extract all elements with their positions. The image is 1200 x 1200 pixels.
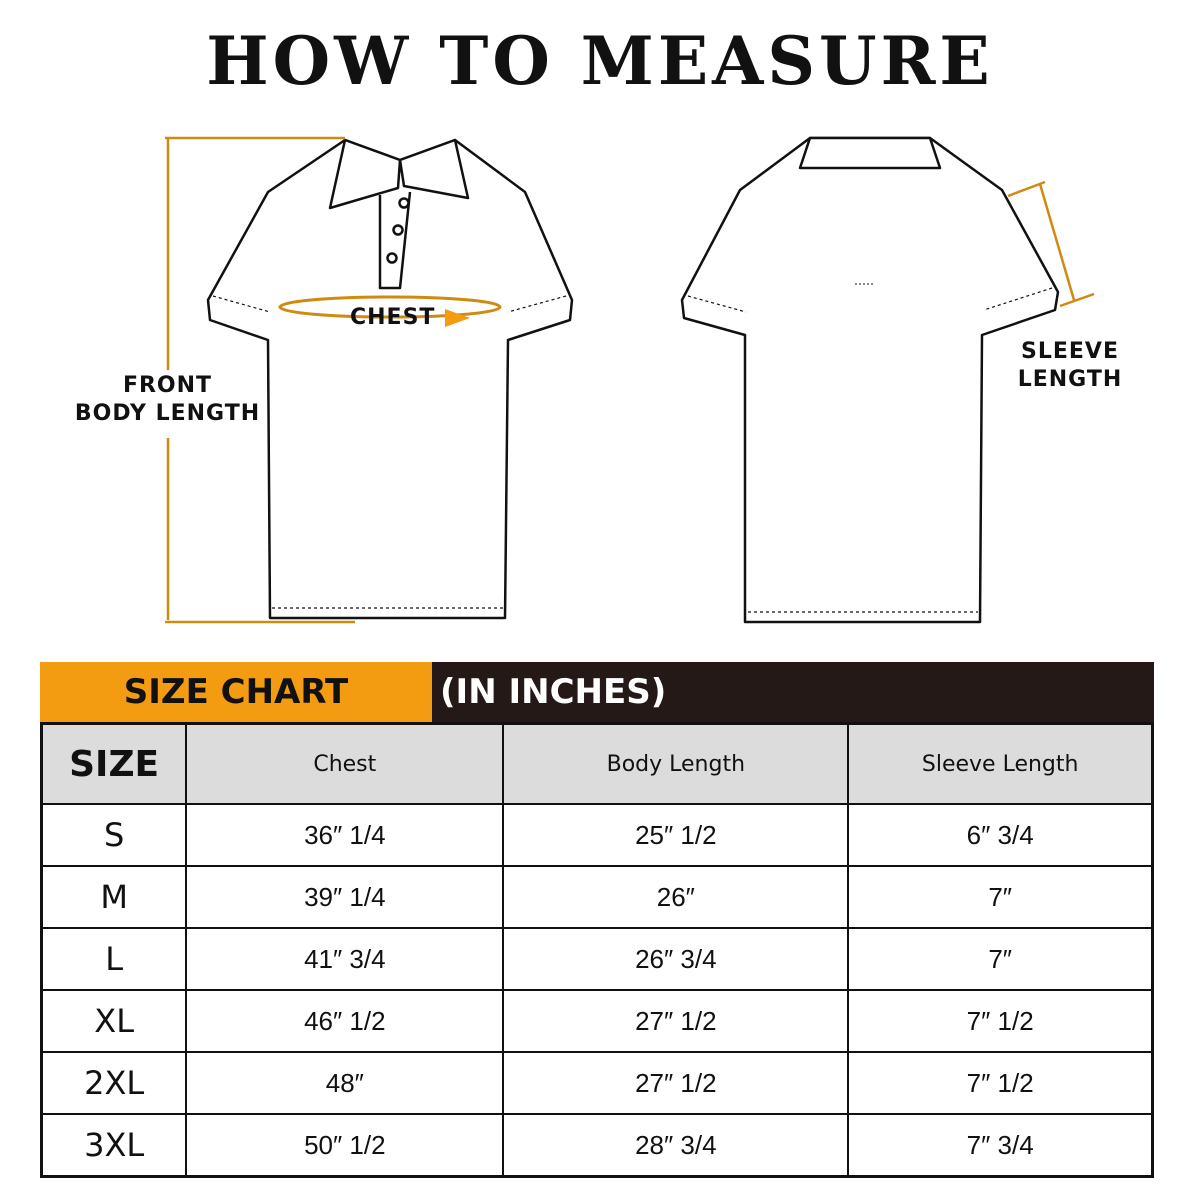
front-body-length-label-line2: BODY LENGTH: [74, 401, 261, 426]
sleeve-length-label-line1: SLEEVE: [1021, 339, 1119, 364]
column-header-size: SIZE: [42, 724, 187, 805]
size-chart-header: [40, 662, 1154, 722]
sleeve-length-cell: 7″ 1/2: [848, 990, 1152, 1052]
chest-cell: 46″ 1/2: [186, 990, 503, 1052]
sleeve-length-label-line2: LENGTH: [1017, 367, 1123, 392]
sleeve-length-cell: 7″ 1/2: [848, 1052, 1152, 1114]
chest-label: CHEST: [350, 305, 436, 330]
sleeve-length-cell: 6″ 3/4: [848, 804, 1152, 866]
back-shirt-illustration: [682, 138, 1058, 622]
body-length-cell: 28″ 3/4: [503, 1114, 848, 1177]
body-length-cell: 26″: [503, 866, 848, 928]
sleeve-length-label: [1010, 338, 1130, 394]
table-row: [42, 990, 1153, 1052]
column-header-sleeve-length: Sleeve Length: [848, 724, 1152, 805]
sleeve-length-cell: 7″: [848, 866, 1152, 928]
chest-cell: 41″ 3/4: [186, 928, 503, 990]
table-row: [42, 1052, 1153, 1114]
chest-cell: 48″: [186, 1052, 503, 1114]
size-chart-label: SIZE CHART: [40, 662, 432, 722]
size-cell: 2XL: [42, 1052, 187, 1114]
column-header-body-length: Body Length: [503, 724, 848, 805]
sleeve-length-cell: 7″: [848, 928, 1152, 990]
size-cell: XL: [42, 990, 187, 1052]
sleeve-length-cell: 7″ 3/4: [848, 1114, 1152, 1177]
column-header-chest: Chest: [186, 724, 503, 805]
size-cell: S: [42, 804, 187, 866]
front-body-length-label: [60, 372, 275, 428]
size-chart-table: [40, 722, 1154, 1178]
body-length-cell: 25″ 1/2: [503, 804, 848, 866]
size-cell: 3XL: [42, 1114, 187, 1177]
size-cell: L: [42, 928, 187, 990]
table-row: [42, 866, 1153, 928]
table-header-row: [42, 724, 1153, 805]
front-body-length-label-line1: FRONT: [122, 373, 213, 398]
table-row: [42, 928, 1153, 990]
size-chart-unit: (IN INCHES): [432, 662, 1154, 722]
page-title: HOW TO MEASURE: [206, 22, 994, 100]
size-cell: M: [42, 866, 187, 928]
chest-cell: 39″ 1/4: [186, 866, 503, 928]
table-row: [42, 1114, 1153, 1177]
body-length-cell: 27″ 1/2: [503, 990, 848, 1052]
chest-cell: 36″ 1/4: [186, 804, 503, 866]
body-length-cell: 26″ 3/4: [503, 928, 848, 990]
chest-cell: 50″ 1/2: [186, 1114, 503, 1177]
body-length-cell: 27″ 1/2: [503, 1052, 848, 1114]
table-row: [42, 804, 1153, 866]
